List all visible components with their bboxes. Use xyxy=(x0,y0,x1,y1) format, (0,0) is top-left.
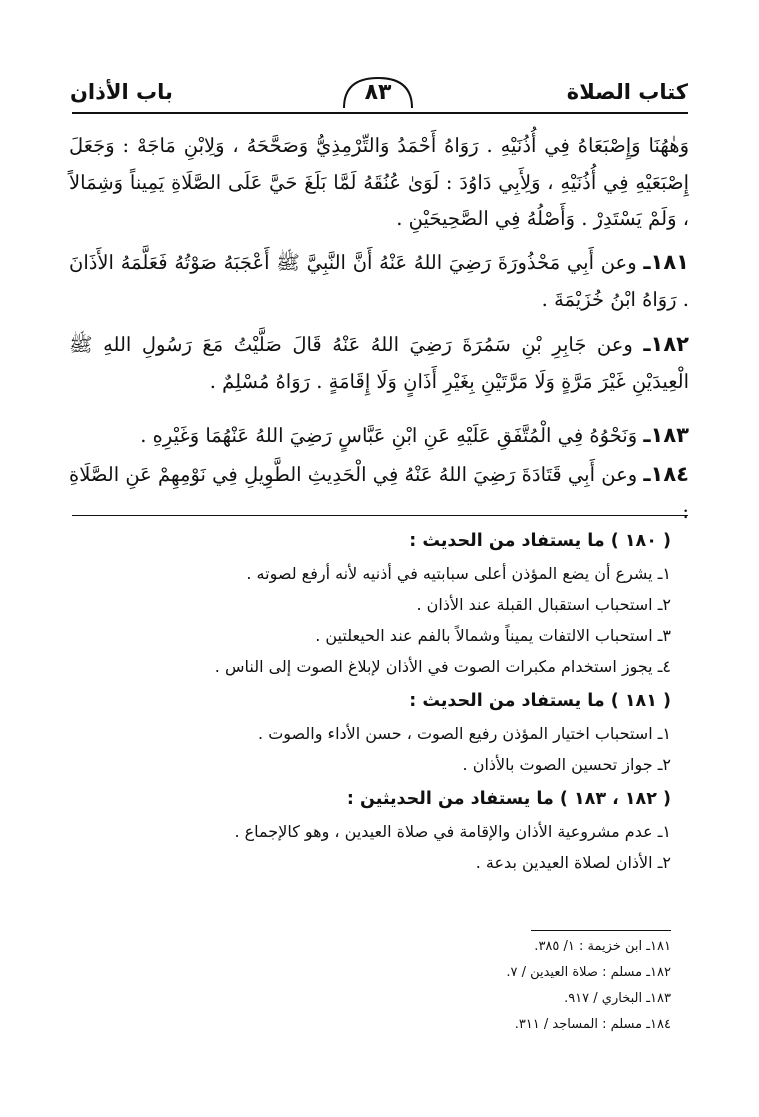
hadith-184 xyxy=(69,456,689,530)
hadith-text: وَنَحْوُهُ فِي الْمُتَّفَقِ عَلَيْهِ عَنِ ابْنِ عَبَّاسٍ رَضِيَ اللهُ عَنْهُمَا وَغَيْرِهِ . xyxy=(140,424,638,447)
hadith-text: وعن أَبِي قَتَادَةَ رَضِيَ اللهُ عَنْهُ فِي الْحَدِيثِ الطَّوِيلِ فِي نَوْمِهِمْ عَنِ الصَّلَاةِ : xyxy=(69,463,689,523)
benefit-item: ١ـ عدم مشروعية الأذان والإقامة في صلاة العيدين ، وهو كالإجماع . xyxy=(234,822,671,841)
benefit-group-180 xyxy=(61,524,671,682)
hadith-180-continuation xyxy=(69,128,689,238)
benefit-item: ٤ـ يجوز استخدام مكبرات الصوت في الأذان لإبلاغ الصوت إلى الناس . xyxy=(214,657,671,676)
benefit-heading: ( ١٨٢ ، ١٨٣ ) ما يستفاد من الحديثين : xyxy=(346,789,671,809)
page-number: ٨٣ xyxy=(364,80,392,105)
hadith-number: ١٨٤ـ xyxy=(643,462,689,486)
footnote: ١٨٤ـ مسلم : المساجد / ٣١١. xyxy=(514,1017,671,1032)
benefit-group-181 xyxy=(61,684,671,780)
benefit-item: ٢ـ الأذان لصلاة العيدين بدعة . xyxy=(475,853,671,872)
benefit-item: ٢ـ جواز تحسين الصوت بالأذان . xyxy=(462,755,671,774)
benefit-item: ٢ـ استحباب استقبال القبلة عند الأذان . xyxy=(416,595,671,614)
page-header xyxy=(70,78,688,114)
hadith-number: ١٨٣ـ xyxy=(643,423,689,447)
chapter-title: باب الأذان xyxy=(70,80,173,104)
section-divider xyxy=(72,515,688,516)
footnote: ١٨١ـ ابن خزيمة : ١/ ٣٨٥. xyxy=(534,939,671,954)
footnote: ١٨٣ـ البخاري / ٩١٧. xyxy=(564,991,671,1006)
hadith-text: وعن جَابِرِ بْنِ سَمُرَةَ رَضِيَ اللهُ عَنْهُ قَالَ صَلَّيْتُ مَعَ رَسُولِ اللهِ ﷺ الْعِيدَيْنِ غَيْرَ مَرَّةٍ وَلَا مَرَّتَيْنِ بِغَيْرِ أَذَانٍ وَلَا إِقَامَةٍ . رَوَاهُ مُسْلِمٌ . xyxy=(69,333,689,393)
benefit-item: ١ـ استحباب اختيار المؤذن رفيع الصوت ، حسن الأداء والصوت . xyxy=(258,724,671,743)
hadith-181 xyxy=(69,244,689,318)
header-divider xyxy=(72,112,688,114)
benefit-item: ١ـ يشرع أن يضع المؤذن أعلى سبابتيه في أذنيه لأنه أرفع لصوته . xyxy=(246,564,671,583)
benefit-heading: ( ١٨١ ) ما يستفاد من الحديث : xyxy=(409,691,671,711)
hadith-182 xyxy=(69,326,689,400)
footnotes xyxy=(271,934,671,1038)
hadith-number: ١٨١ـ xyxy=(643,250,689,274)
hadith-183 xyxy=(69,417,689,455)
footnote-divider xyxy=(531,930,671,931)
hadith-text: وعن أَبِي مَحْذُورَةَ رَضِيَ اللهُ عَنْهُ أَنَّ النَّبِيَّ ﷺ أَعْجَبَهُ صَوْتُهُ فَعَلَّمَهُ الأَذَانَ . رَوَاهُ ابْنُ خُزَيْمَةَ . xyxy=(69,251,689,311)
hadith-number: ١٨٢ـ xyxy=(643,332,689,356)
benefit-item: ٣ـ استحباب الالتفات يميناً وشمالاً بالفم عند الحيعلتين . xyxy=(315,626,671,645)
benefit-group-182-183 xyxy=(61,782,671,878)
hadith-text: وَهٰهُنَا وَإِصْبَعَاهُ فِي أُذُنَيْهِ . رَوَاهُ أَحْمَدُ وَالتِّرْمِذِيُّ وَصَحَّحَهُ ، وَلِابْنِ مَاجَهْ : وَجَعَلَ إِصْبَعَيْهِ فِي أُذُنَيْهِ ، وَلِأَبِي دَاوُدَ : لَوَىٰ عُنُقَهُ لَمَّا بَلَغَ حَيَّ عَلَى الصَّلَاةِ يَمِيناً وَشِمَالاً ، وَلَمْ يَسْتَدِرْ . وَأَصْلُهُ فِي الصَّحِيحَيْنِ . xyxy=(69,134,689,230)
benefits-section xyxy=(61,524,671,880)
footnote: ١٨٢ـ مسلم : صلاة العيدين / ٧. xyxy=(506,965,671,980)
book-title: كتاب الصلاة xyxy=(566,80,688,104)
benefit-heading: ( ١٨٠ ) ما يستفاد من الحديث : xyxy=(409,531,671,551)
